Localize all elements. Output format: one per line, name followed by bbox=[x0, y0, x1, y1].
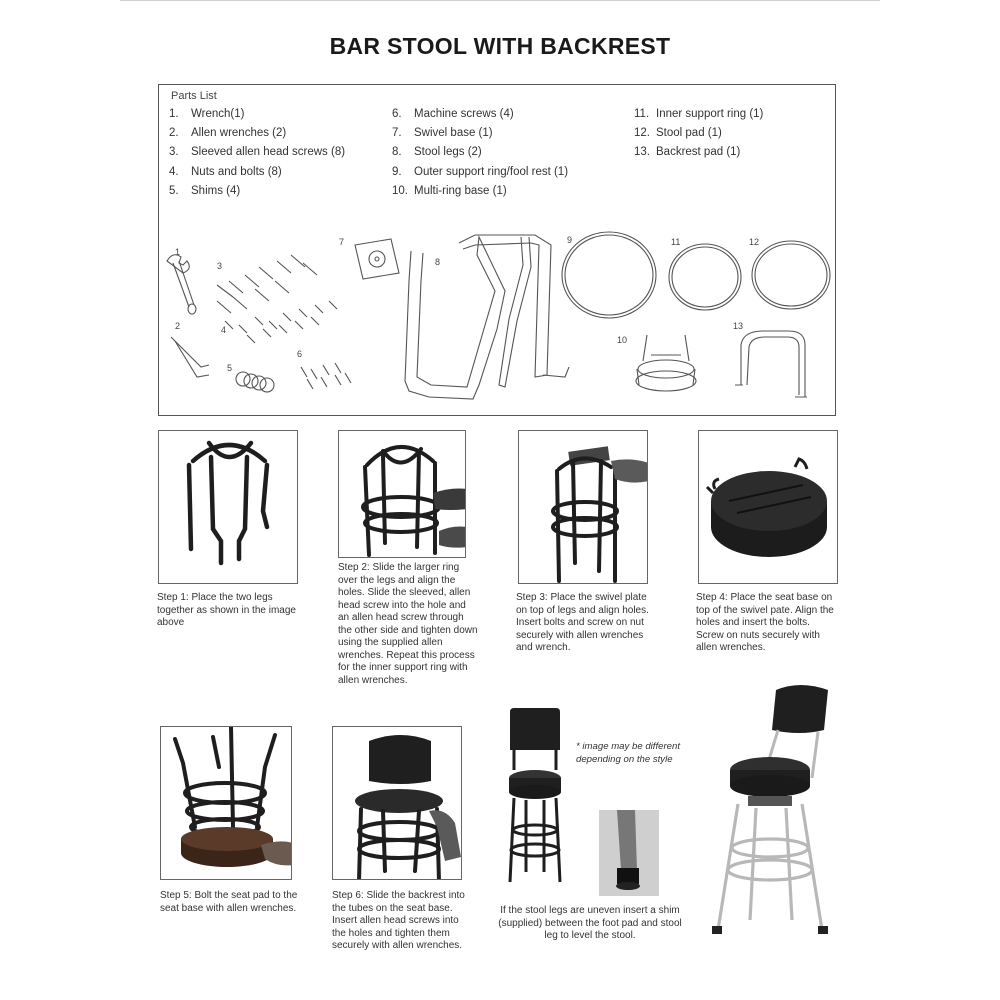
label-7: 7 bbox=[339, 237, 345, 247]
swivel-base-part bbox=[355, 239, 399, 279]
label-12: 12 bbox=[749, 237, 760, 247]
sample-stool-image bbox=[504, 706, 566, 884]
step-2-photo bbox=[338, 430, 466, 558]
step-5-photo bbox=[160, 726, 292, 880]
label-8: 8 bbox=[435, 257, 441, 267]
parts-list-item: 11. Inner support ring (1) bbox=[634, 108, 764, 120]
step-3-caption: Step 3: Place the swivel plate on top of legs and align holes. Insert bolts and screw on nut securely with allen wrenches and wrench. bbox=[516, 592, 649, 653]
parts-diagram bbox=[159, 85, 837, 417]
step-6-photo bbox=[332, 726, 462, 880]
parts-list-item: 1. Wrench(1) bbox=[169, 108, 245, 120]
step-2-caption: Step 2: Slide the larger ring over the legs and align the holes. Slide the sleeved, allen head screw into the hole and an allen head screw through the other side and tighten down using the supplied allen wrenches. Repeat this process for the inner support ring with allen wrenches. bbox=[338, 562, 478, 686]
assembled-stool-image bbox=[704, 680, 834, 936]
parts-list-item: 4. Nuts and bolts (8) bbox=[169, 165, 282, 178]
parts-list-item: 5. Shims (4) bbox=[169, 184, 241, 197]
shim-caption: If the stool legs are uneven insert a shim (supplied) between the foot pad and stool leg to level the stool. bbox=[498, 905, 682, 941]
label-11: 11 bbox=[671, 237, 681, 247]
step-6-caption: Step 6: Slide the backrest into the tubes on the seat base. Insert allen head screws into the holes and tighten them securely with allen wrenches. bbox=[332, 890, 465, 951]
parts-list-item: 3. Sleeved allen head screws (8) bbox=[169, 146, 346, 159]
step-4-caption: Step 4: Place the seat base on top of the swivel pate. Align the holes and insert the bolts. Screw on nuts securely with allen wrenches. bbox=[696, 592, 834, 653]
step-1-photo bbox=[158, 430, 298, 584]
label-3: 3 bbox=[217, 261, 223, 271]
parts-list-item: 10. Multi-ring base (1) bbox=[392, 184, 507, 197]
sleeved-screws-part bbox=[217, 255, 317, 313]
top-divider bbox=[120, 0, 880, 1]
label-13: 13 bbox=[733, 321, 744, 331]
parts-list-item: 12. Stool pad (1) bbox=[634, 127, 722, 140]
label-6: 6 bbox=[297, 349, 303, 359]
label-9: 9 bbox=[567, 235, 573, 245]
step-1-caption: Step 1: Place the two legs together as shown in the image above bbox=[157, 592, 296, 628]
page-title: BAR STOOL WITH BACKREST bbox=[329, 33, 671, 59]
inner-ring-part bbox=[669, 244, 741, 310]
wrench-part bbox=[167, 255, 196, 314]
label-5: 5 bbox=[227, 363, 233, 373]
parts-list-item: 9. Outer support ring/fool rest (1) bbox=[392, 165, 569, 178]
shim-photo bbox=[599, 810, 659, 896]
backrest-pad-part bbox=[735, 331, 807, 397]
machine-screws-part bbox=[301, 363, 351, 389]
parts-list-panel bbox=[158, 84, 836, 416]
step-3-photo bbox=[518, 430, 648, 584]
step-5-caption: Step 5: Bolt the seat pad to the seat base with allen wrenches. bbox=[160, 890, 298, 914]
parts-list-item: 13. Backrest pad (1) bbox=[634, 146, 741, 159]
parts-list-item: 7. Swivel base (1) bbox=[392, 127, 493, 140]
multi-ring-base-part bbox=[636, 335, 696, 391]
step-4-photo bbox=[698, 430, 838, 584]
parts-list-item: 6. Machine screws (4) bbox=[392, 108, 514, 120]
label-2: 2 bbox=[175, 321, 181, 331]
nuts-and-bolts-part bbox=[225, 301, 337, 343]
allen-wrenches-part bbox=[171, 337, 209, 377]
parts-list-item: 8. Stool legs (2) bbox=[392, 146, 482, 159]
stool-pad-part bbox=[752, 241, 830, 309]
label-1: 1 bbox=[175, 247, 181, 257]
style-note: * image may be different depending on the style bbox=[576, 741, 680, 765]
shims-part bbox=[236, 372, 274, 392]
stool-legs-part bbox=[405, 235, 569, 399]
parts-list-header: Parts List bbox=[171, 90, 217, 102]
label-4: 4 bbox=[221, 325, 227, 335]
parts-list-item: 2. Allen wrenches (2) bbox=[169, 127, 287, 140]
outer-ring-part bbox=[562, 232, 656, 318]
label-10: 10 bbox=[617, 335, 628, 345]
